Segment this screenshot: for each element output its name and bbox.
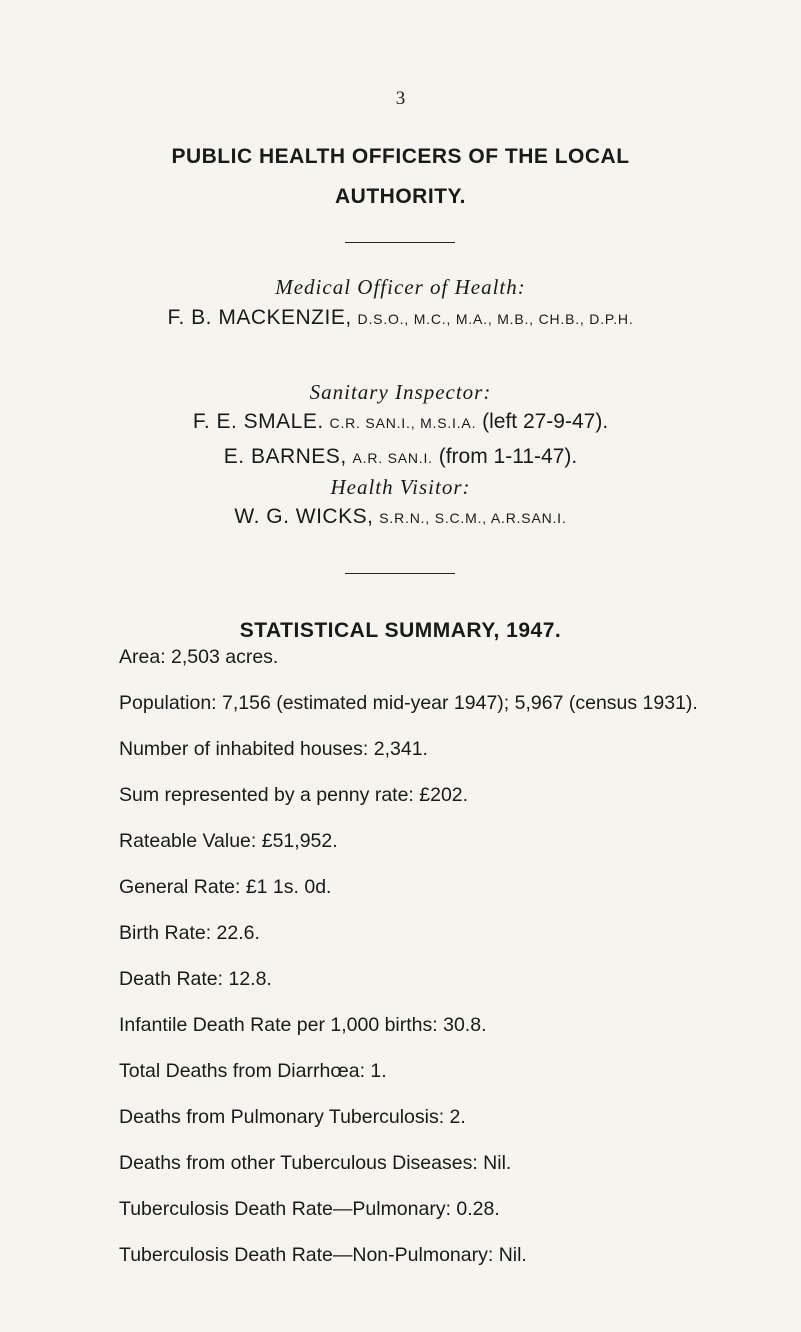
divider-rule [345, 573, 455, 574]
officer-qualifications: D.S.O., M.C., M.A., M.B., CH.B., D.P.H. [357, 311, 634, 327]
summary-item-general-rate: General Rate: £1 1s. 0d. [119, 876, 332, 898]
summary-item-pulmonary-tb-deaths: Deaths from Pulmonary Tuberculosis: 2. [119, 1106, 466, 1128]
officer-note: (from 1-11-47). [438, 445, 578, 468]
summary-item-population: Population: 7,156 (estimated mid-year 1947); 5,967 (census 1931). [119, 692, 698, 714]
officer-name: E. BARNES, [223, 445, 347, 468]
role-medical-officer: Medical Officer of Health: [275, 275, 526, 299]
divider-rule [345, 242, 455, 243]
summary-item-diarrhoea-deaths: Total Deaths from Diarrhœa: 1. [119, 1060, 387, 1082]
summary-item-penny-rate: Sum represented by a penny rate: £202. [119, 784, 469, 806]
summary-item-birth-rate: Birth Rate: 22.6. [119, 922, 260, 944]
officer-note: (left 27-9-47). [482, 410, 609, 433]
page-number: 3 [395, 88, 406, 109]
summary-item-tb-rate-non-pulmonary: Tuberculosis Death Rate—Non-Pulmonary: Nil. [119, 1244, 527, 1266]
role-sanitary-inspector: Sanitary Inspector: [309, 380, 492, 404]
officer-qualifications: A.R. SAN.I. [352, 450, 433, 466]
summary-item-rateable-value: Rateable Value: £51,952. [119, 830, 338, 852]
officer-mackenzie [0, 306, 801, 330]
summary-item-tb-rate-pulmonary: Tuberculosis Death Rate—Pulmonary: 0.28. [119, 1198, 500, 1220]
role-health-visitor: Health Visitor: [330, 475, 471, 499]
officers-heading-line-2: AUTHORITY. [335, 185, 466, 208]
summary-item-houses: Number of inhabited houses: 2,341. [119, 738, 428, 760]
officer-name: F. E. SMALE. [192, 410, 324, 433]
summary-item-death-rate: Death Rate: 12.8. [119, 968, 272, 990]
officer-name: W. G. WICKS, [234, 505, 374, 528]
summary-item-other-tb-deaths: Deaths from other Tuberculous Diseases: Nil. [119, 1152, 512, 1174]
officer-barnes [0, 445, 801, 469]
officer-wicks [0, 505, 801, 529]
summary-item-area: Area: 2,503 acres. [119, 646, 279, 668]
officer-smale [0, 410, 801, 434]
summary-item-infantile-death-rate: Infantile Death Rate per 1,000 births: 30.8. [119, 1014, 487, 1036]
summary-heading: STATISTICAL SUMMARY, 1947. [239, 619, 562, 642]
officer-name: F. B. MACKENZIE, [167, 306, 352, 329]
officer-qualifications: S.R.N., S.C.M., A.R.SAN.I. [379, 510, 567, 526]
officer-qualifications: C.R. SAN.I., M.S.I.A. [329, 415, 477, 431]
officers-heading-line-1: PUBLIC HEALTH OFFICERS OF THE LOCAL [171, 145, 630, 168]
